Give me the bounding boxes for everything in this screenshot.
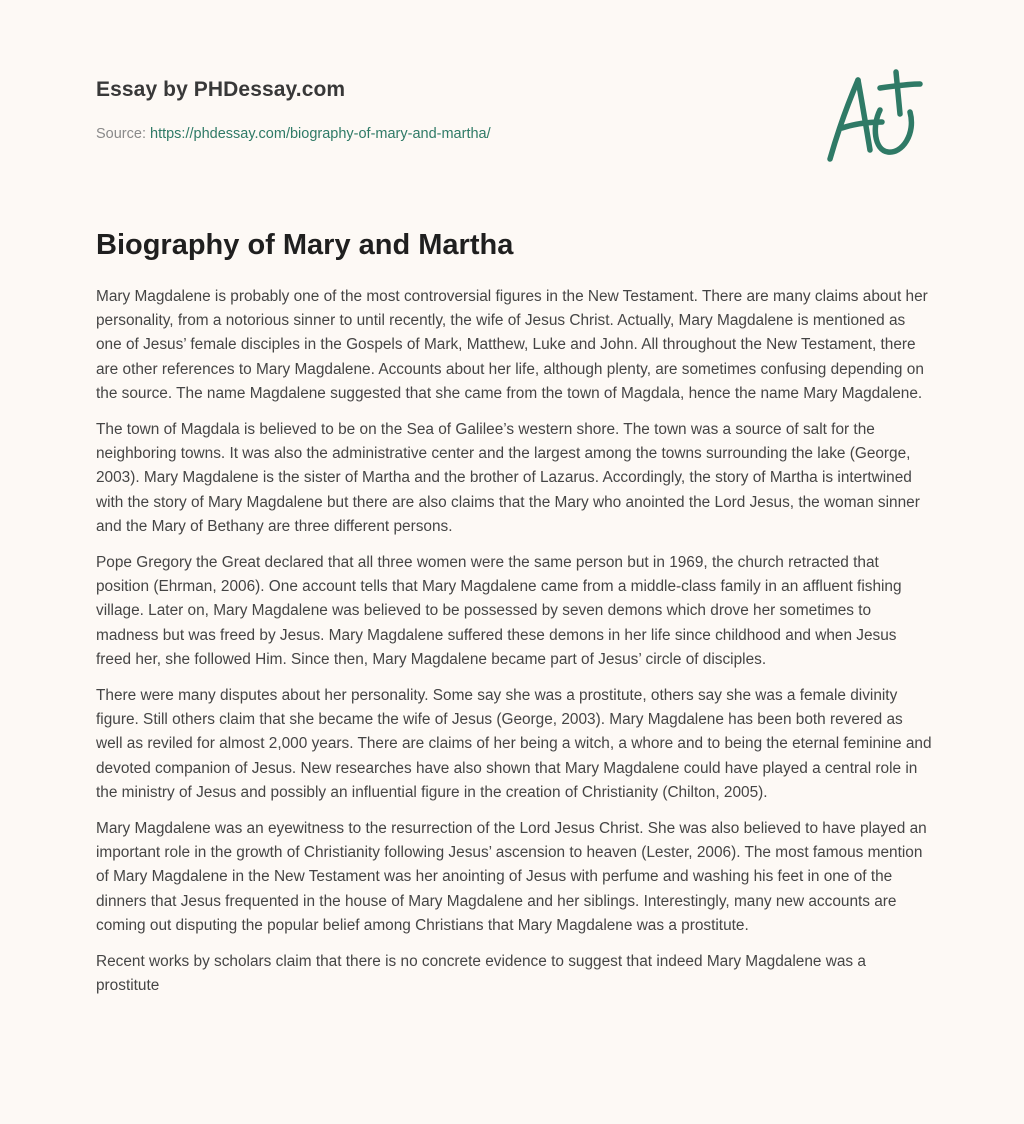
- article-paragraph: Mary Magdalene is probably one of the most controversial figures in the New Testament. There are many claims about her personality, from a notorious sinner to until recently, the wife of Jesus Christ. Actually, Mary Magdalene is mentioned as one of Jesus’ female disciples in the Gospels of Mark, Matthew, Luke and John. All throughout the New Testament, there are other references to Mary Magdalene. Accounts about her life, although plenty, are sometimes confusing depending on the source. The name Magdalene suggested that she came from the town of Magdala, hence the name Mary Magdalene.: [96, 288, 928, 402]
- page-header: [96, 76, 796, 144]
- article-title: Biography of Mary and Martha: [96, 229, 514, 261]
- source-link[interactable]: https://phdessay.com/biography-of-mary-and-martha/: [150, 126, 491, 142]
- site-brand: Essay by PHDessay.com: [96, 78, 346, 101]
- article-paragraph: Mary Magdalene was an eyewitness to the resurrection of the Lord Jesus Christ. She was also believed to have played an important role in the growth of Christianity following Jesus’ ascension to heaven (Lester, 2006). The most famous mention of Mary Magdalene in the New Testament was her anointing of Jesus with perfume and washing his feet in one of the dinners that Jesus frequented in the house of Mary Magdalene and her siblings. Interestingly, many new accounts are coming out disputing the popular belief among Christians that Mary Magdalene was a prostitute.: [96, 820, 927, 934]
- source-label: Source:: [96, 126, 150, 142]
- source-line: [96, 124, 796, 144]
- article-paragraph: There were many disputes about her personality. Some say she was a prostitute, others say she was a female divinity figure. Still others claim that she became the wife of Jesus (George, 2003). Mary Magdalene has been both revered as well as reviled for almost 2,000 years. There are claims of her being a witch, a whore and to being the eternal feminine and devoted companion of Jesus. New researches have also shown that Mary Magdalene could have played a central role in the ministry of Jesus and possibly an influential figure in the creation of Christianity (Chilton, 2005).: [96, 687, 932, 801]
- article-paragraph: Pope Gregory the Great declared that all three women were the same person but in 1969, the church retracted that position (Ehrman, 2006). One account tells that Mary Magdalene came from a middle-class family in an affluent fishing village. Later on, Mary Magdalene was believed to be possessed by seven demons which drove her sometimes to madness but was freed by Jesus. Mary Magdalene suffered these demons in her life since childhood and when Jesus freed her, she followed Him. Since then, Mary Magdalene became part of Jesus’ circle of disciples.: [96, 554, 902, 668]
- article-paragraph: Recent works by scholars claim that there is no concrete evidence to suggest that indeed Mary Magdalene was a prostitute: [96, 953, 866, 995]
- article-body: [96, 285, 932, 1010]
- article-paragraph: The town of Magdala is believed to be on the Sea of Galilee’s western shore. The town was a source of salt for the neighboring towns. It was also the administrative center and the largest among the towns surrounding the lake (George, 2003). Mary Magdalene is the sister of Martha and the brother of Lazarus. Accordingly, the story of Martha is intertwined with the story of Mary Magdalene but there are also claims that the Mary who anointed the Lord Jesus, the woman sinner and the Mary of Bethany are three different persons.: [96, 421, 920, 535]
- a-plus-logo-icon: [820, 66, 930, 166]
